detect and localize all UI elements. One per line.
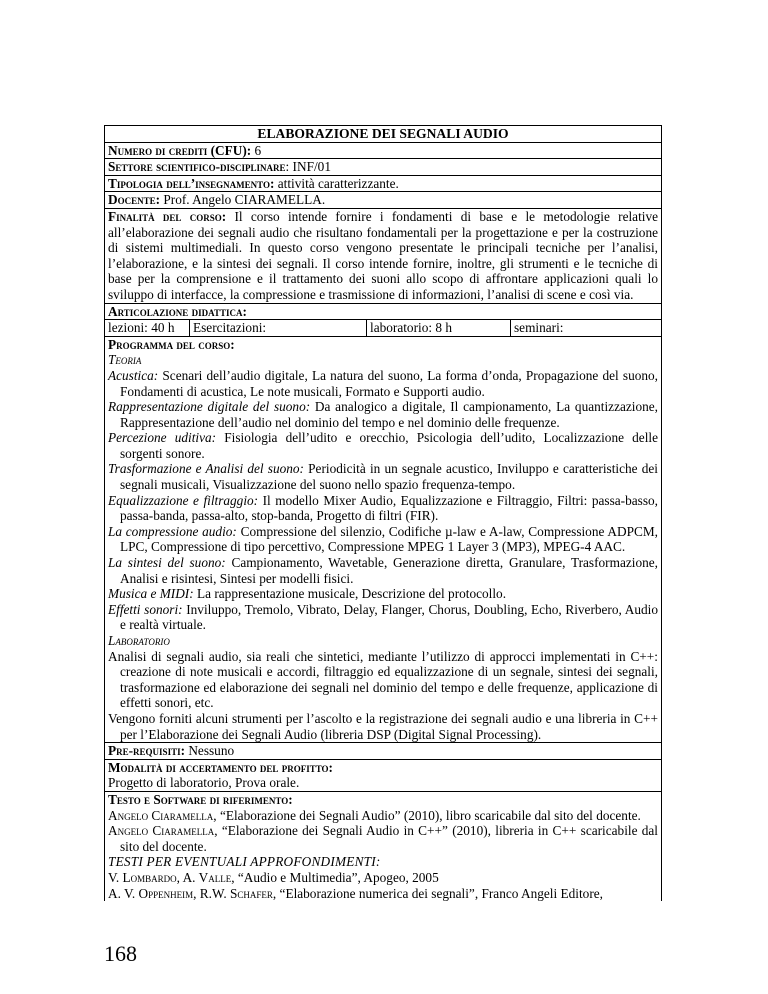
references-list [108,808,658,855]
assessment-label: Modalità di accertamento del profitto: [108,759,333,775]
theory-item [108,493,658,524]
theory-item [108,430,658,461]
articulation-grid [104,320,662,337]
theory-item-label: Rappresentazione digitale del suono: [108,399,311,415]
credits-label: Numero di crediti (CFU): [108,142,252,158]
program-row [104,337,662,743]
articulation-row [104,304,662,321]
credits-value: 6 [251,142,262,158]
theory-item-label: La sintesi del suono: [108,555,226,571]
theory-item-label: Musica e MIDI: [108,586,194,602]
prerequisites-value: Nessuno [185,743,235,759]
theory-item [108,524,658,555]
laboratory-label: Laboratorio [108,633,170,648]
aims-row [104,209,662,304]
theory-item-text: Inviluppo, Tremolo, Vibrato, Delay, Flanger, Chorus, Doubling, Echo, Riverbero, Audio e realtà virtuale. [120,601,658,633]
theory-item-text: Periodicità in un segnale acustico, Inviluppo e caratteristiche dei segnali musicali, Visualizzazione del suono nello spazio frequenza-tempo. [120,461,658,493]
course-table [104,125,662,901]
theory-item [108,461,658,492]
theory-item [108,555,658,586]
exercises-cell: Esercitazioni: [190,320,367,336]
reference-item [108,808,658,824]
reference-text: , “Elaborazione dei Segnali Audio” (2010), libro scaricabile dal sito del docente. [213,807,641,823]
prerequisites-label: Pre-requisiti: [108,743,185,759]
laboratory-item: Vengono forniti alcuni strumenti per l’ascolto e la registrazione dei segnali audio e una libreria in C++ per l’Elaborazione dei Segnali Audio (libreria DSP (Digital Signal Processing). [108,710,658,742]
assessment-row [104,760,662,792]
further-reading-list [108,870,658,901]
theory-item-label: Effetti sonori: [108,601,183,617]
program-label: Programma del corso: [108,336,235,352]
assessment-value: Progetto di laboratorio, Prova orale. [108,775,300,791]
typology-value: attività caratterizzante. [274,175,399,191]
theory-item-text: Da analogico a digitale, Il campionamento, La quantizzazione, Rappresentazione dell’audio nel dominio del tempo e nel dominio delle frequenze. [120,399,658,430]
sector-row [104,159,662,176]
reference-item [108,823,658,854]
reference-author: Angelo Ciaramella [108,807,214,823]
lectures-cell: lezioni: 40 h [105,320,190,336]
references-label: Testo e Software di riferimento: [108,791,293,807]
prerequisites-row [104,743,662,760]
laboratory-item: Analisi di segnali audio, sia reali che sintetici, mediante l’utilizzo di approcci implementati in C++: creazione di note musicali e accordi, filtraggio ed equalizzazione di un segnale, sintesi dei segnali, trasformazione ed elaborazione dei segnali nel dominio del tempo e delle frequenze, applicazione di effetti sonori, etc. [108,648,658,711]
theory-item-text: Il modello Mixer Audio, Equalizzazione e Filtraggio, Filtri: passa-basso, passa-banda, passa-alto, stop-banda, Progetto di filtri (FIR). [120,492,658,524]
sector-value: : INF/01 [285,159,331,175]
theory-item-label: Equalizzazione e filtraggio: [108,492,259,508]
further-reading-item [108,870,658,886]
theory-list [108,368,658,633]
course-title: ELABORAZIONE DEI SEGNALI AUDIO [104,126,662,143]
theory-item-label: Trasformazione e Analisi del suono: [108,461,304,477]
theory-item-text: La rappresentazione musicale, Descrizione del protocollo. [193,586,507,602]
theory-item-text: Fisiologia dell’udito e orecchio, Psicologia dell’udito, Localizzazione delle sorgenti sonore. [120,430,658,461]
theory-item-label: Percezione uditiva: [108,430,217,446]
laboratory-list [108,649,658,743]
further-reading-text: , “Audio e Multimedia”, Apogeo, 2005 [231,869,439,885]
aims-label: Finalità del corso: [108,208,227,224]
theory-item-text: Campionamento, Wavetable, Generazione diretta, Granulare, Trasformazione, Analisi e risintesi, Sintesi per modelli fisici. [120,555,658,586]
further-reading-item [108,886,658,902]
theory-item-label: Acustica: [108,367,159,383]
further-reading-text: , “Elaborazione numerica dei segnali”, Franco Angeli Editore, [272,885,603,901]
seminars-cell: seminari: [514,320,564,336]
theory-item-label: La compressione audio: [108,523,237,539]
theory-item [108,586,658,602]
further-reading-author: A. V. Oppenheim, R.W. Schafer [108,885,273,901]
theory-item [108,602,658,633]
further-reading-label: TESTI PER EVENTUALI APPROFONDIMENTI: [108,854,381,870]
aims-text: Il corso intende fornire i fondamenti di base e le metodologie relative all’elaborazione dei segnali audio che risultano fondamentali per la progettazione e per la costruzione di sistemi multimediali. In questo corso vengono presentate le principali tecniche per l’analisi, l’elaborazione, e la sintesi dei segnali. Il corso intende fornire, inoltre, gli strumenti e le tecniche di base per la comprensione e il trattamento dei suoni allo scopo di affrontare applicazioni quali lo sviluppo di interfacce, la compressione e trasmissione di informazioni, l’analisi di scene e così via. [108,208,659,302]
reference-author: Angelo Ciaramella [108,823,215,839]
theory-item-text: Scenari dell’audio digitale, La natura del suono, La forma d’onda, Propagazione del suono, Fondamenti di acustica, Le note musicali, Formato e Supporti audio. [120,367,658,399]
teacher-label: Docente: [108,192,161,208]
lab-cell: laboratorio: 8 h [367,320,511,336]
teacher-value: Prof. Angelo CIARAMELLA. [160,192,326,208]
reference-text: , “Elaborazione dei Segnali Audio in C++” (2010), libreria in C++ scaricabile dal sito del docente. [120,823,658,854]
theory-item [108,368,658,399]
page-number: 168 [104,941,137,966]
sector-label: Settore scientifico-disciplinare [108,159,286,175]
theory-label: Teoria [108,352,142,368]
theory-item [108,399,658,430]
credits-row [104,143,662,160]
teacher-row [104,192,662,209]
references-row [104,792,662,901]
articulation-label: Articolazione didattica: [108,303,247,319]
further-reading-author: V. Lombardo, A. Valle [108,869,232,885]
theory-item-text: Compressione del silenzio, Codifiche µ-law e A-law, Compressione ADPCM, LPC, Compressione di tipo percettivo, Compressione MPEG 1 Layer 3 (MP3), MPEG-4 AAC. [120,523,658,555]
typology-row [104,176,662,193]
typology-label: Tipologia dell’insegnamento: [108,175,275,191]
